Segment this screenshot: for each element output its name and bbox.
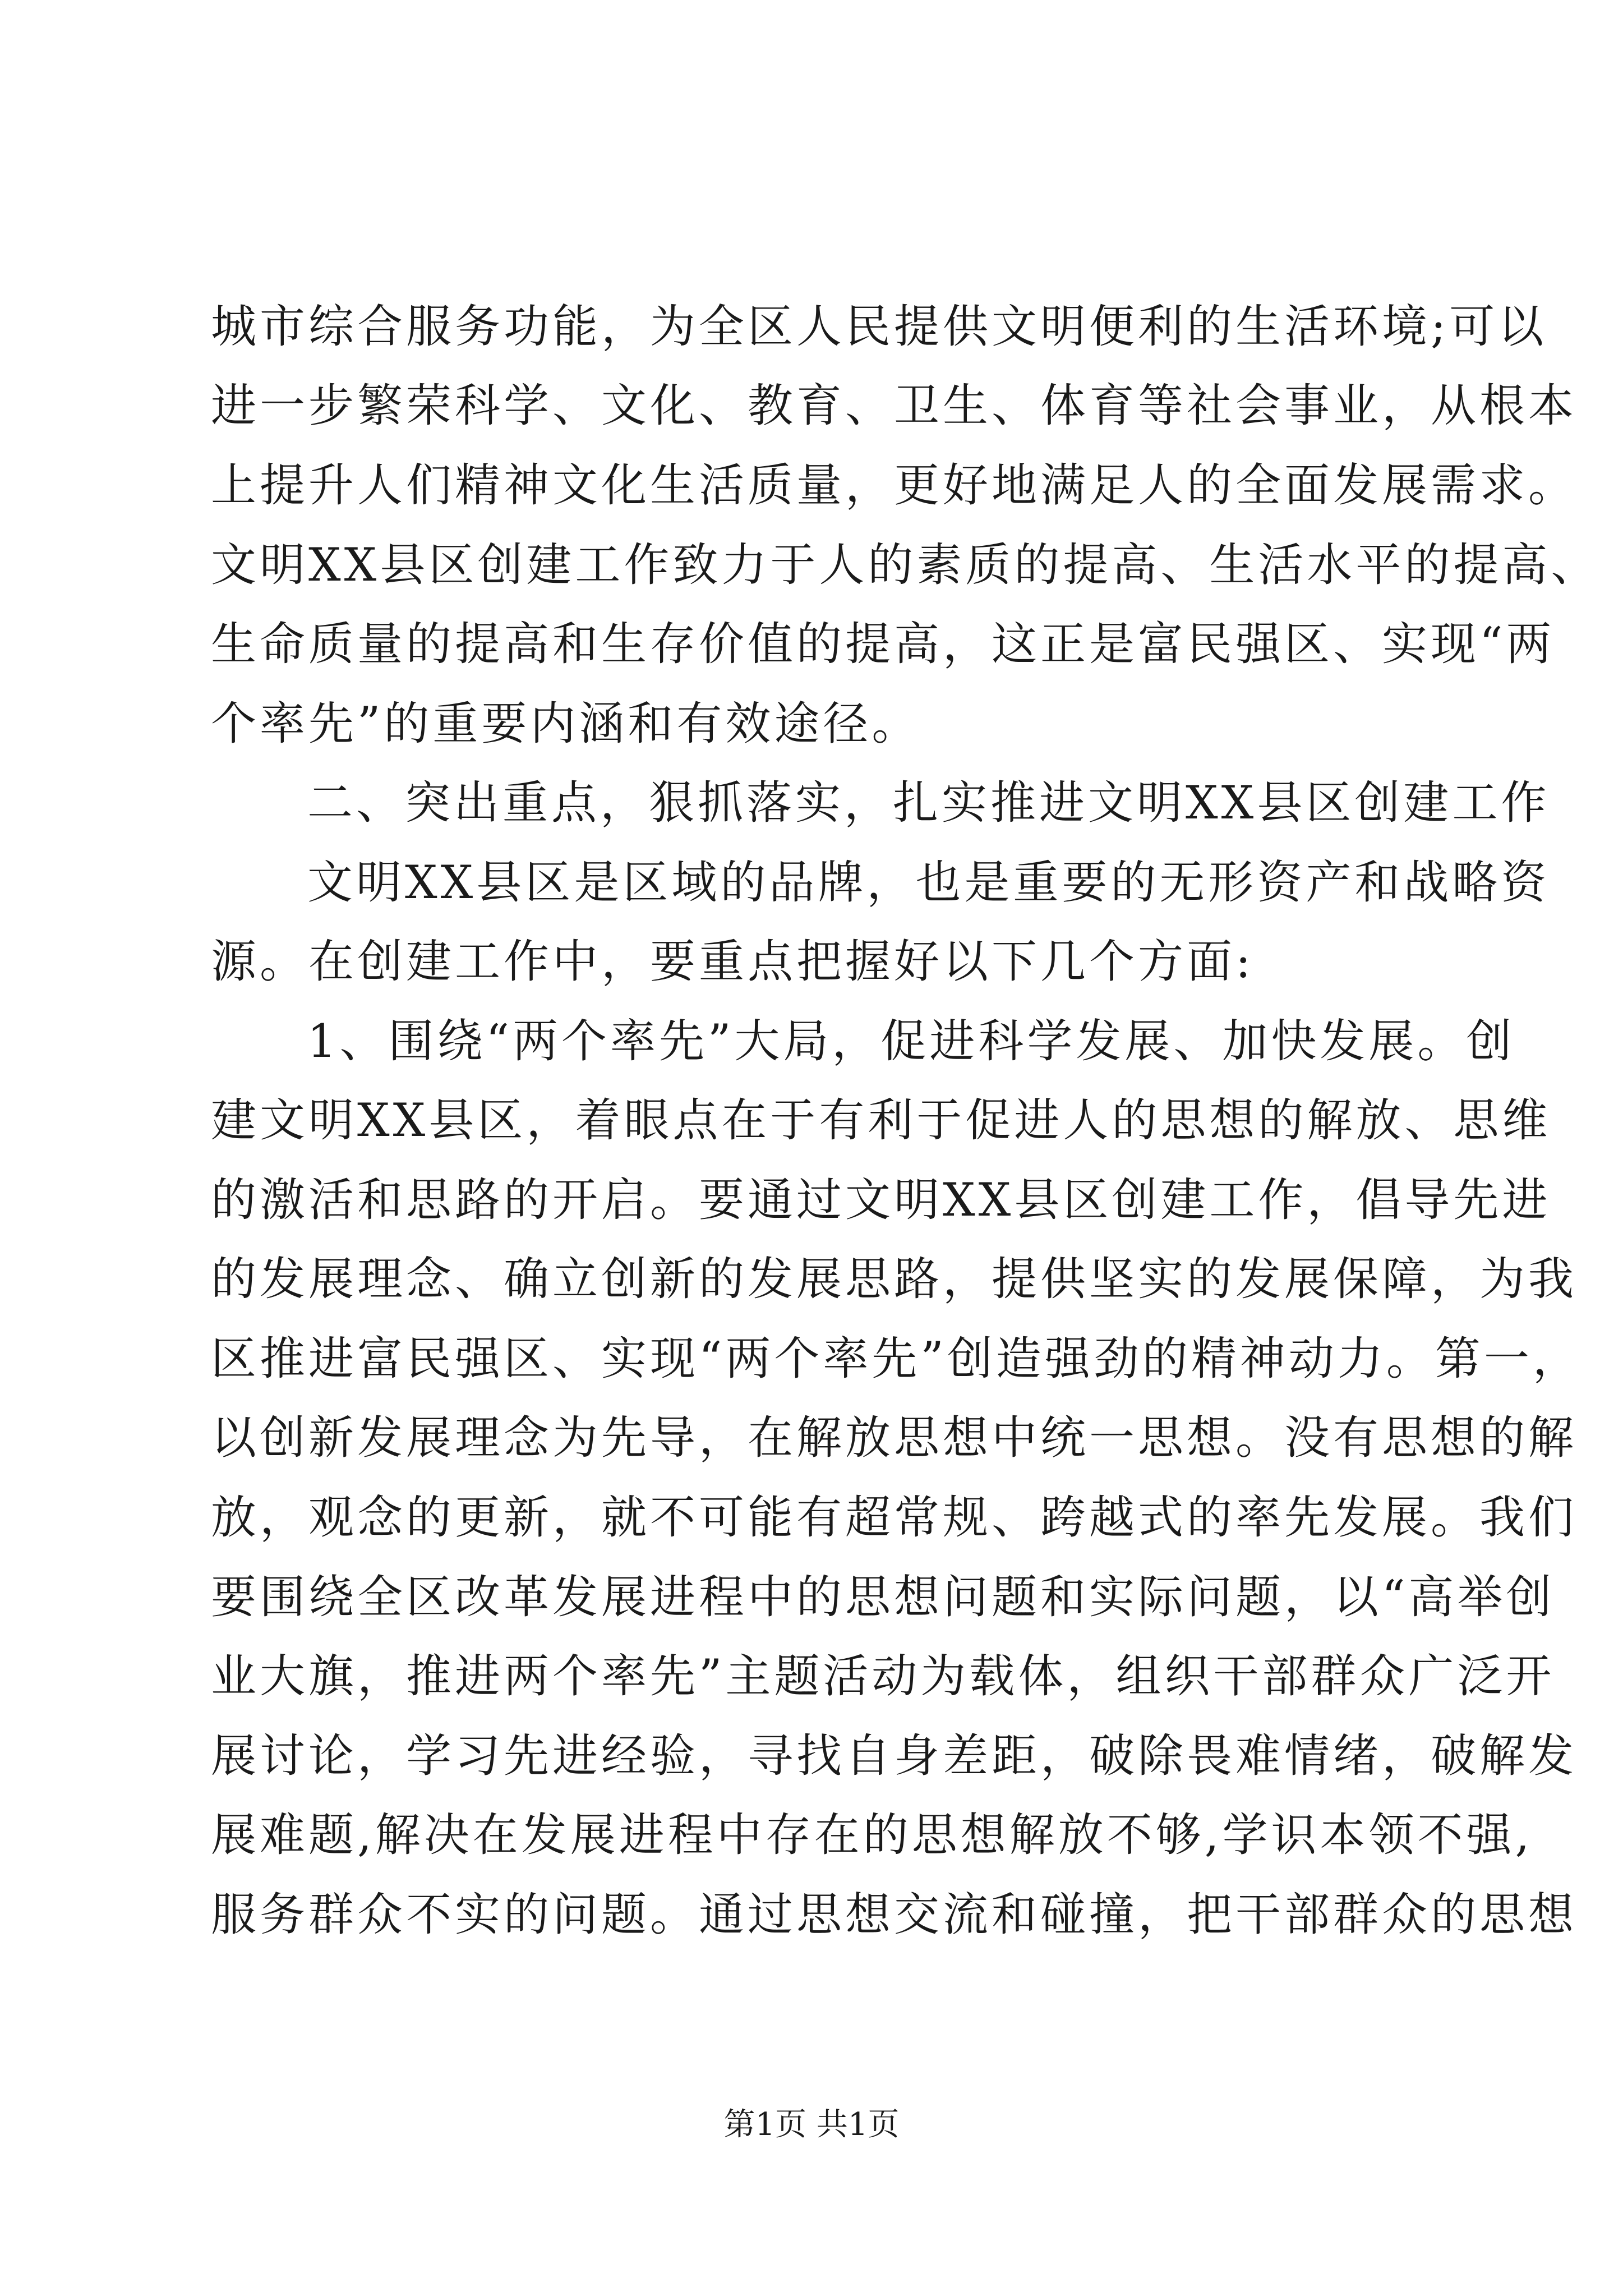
text-line: 个率先”的重要内涵和有效途径。 [211, 698, 921, 751]
text-line: 以创新发展理念为先导，在解放思想中统一思想。没有思想的解 [211, 1412, 1578, 1465]
text-line: 放，观念的更新，就不可能有超常规、跨越式的率先发展。我们 [211, 1492, 1578, 1544]
text-line: 1、围绕“两个率先”大局，促进科学发展、加快发展。创 [307, 1015, 1515, 1068]
text-line: 的激活和思路的开启。要通过文明XX县区创建工作，倡导先进 [211, 1174, 1551, 1227]
text-line: 进一步繁荣科学、文化、教育、卫生、体育等社会事业，从根本 [211, 380, 1578, 432]
text-line: 区推进富民强区、实现“两个率先”创造强劲的精神动力。第一， [211, 1333, 1581, 1386]
section-heading: 二、突出重点，狠抓落实，扎实推进文明XX县区创建工作 [307, 777, 1550, 830]
text-line: 的发展理念、确立创新的发展思路，提供坚实的发展保障，为我 [211, 1253, 1578, 1306]
text-line: 展讨论，学习先进经验，寻找自身差距，破除畏难情绪，破解发 [211, 1730, 1578, 1783]
text-line: 服务群众不实的问题。通过思想交流和碰撞，把干部群众的思想 [211, 1889, 1578, 1941]
text-line: 业大旗，推进两个率先”主题活动为载体，组织干部群众广泛开 [211, 1650, 1555, 1703]
text-line: 展难题,解决在发展进程中存在的思想解放不够,学识本领不强, [211, 1809, 1533, 1862]
text-line: 文明XX县区是区域的品牌，也是重要的无形资产和战略资 [307, 857, 1550, 909]
text-line: 城市综合服务功能，为全区人民提供文明便利的生活环境;可以 [211, 301, 1547, 353]
page-footer: 第1页 共1页 [723, 2106, 900, 2143]
text-line: 源。在创建工作中，要重点把握好以下几个方面: [211, 936, 1255, 988]
text-line: 建文明XX县区，着眼点在于有利于促进人的思想的解放、思维 [211, 1094, 1551, 1147]
text-line: 上提升人们精神文化生活质量，更好地满足人的全面发展需求。 [211, 459, 1578, 512]
text-line: 文明XX县区创建工作致力于人的素质的提高、生活水平的提高、 [211, 539, 1600, 592]
text-line: 要围绕全区改革发展进程中的思想问题和实际问题，以“高举创 [211, 1571, 1555, 1624]
text-line: 生命质量的提高和生存价值的提高，这正是富民强区、实现“两 [211, 618, 1555, 671]
